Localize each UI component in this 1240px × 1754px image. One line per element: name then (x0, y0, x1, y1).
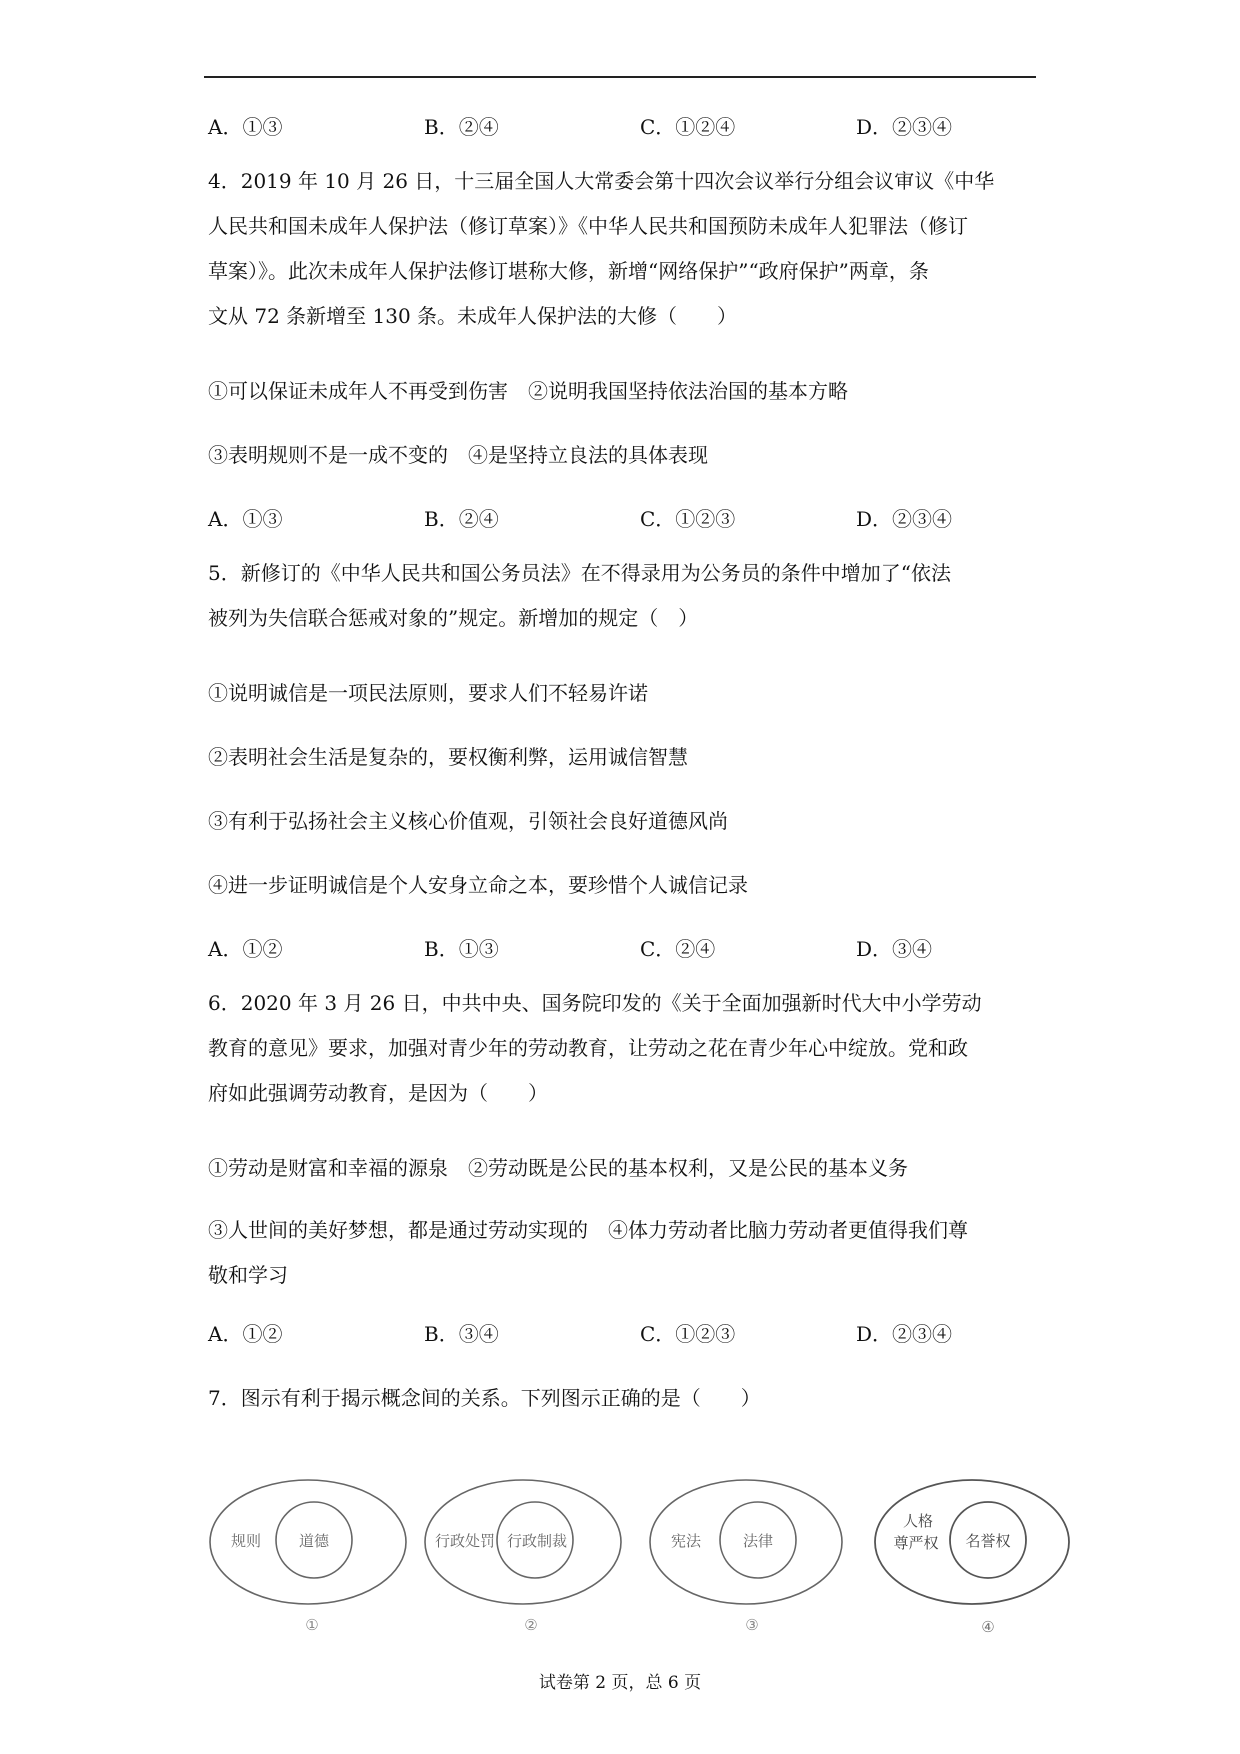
q4-option-c: C．①②③ (640, 507, 736, 531)
q4-stem-line: 4．2019 年 10 月 26 日，十三届全国人大常委会第十四次会议举行分组会议审议《中华 (208, 169, 995, 193)
q4-stem-line: 人民共和国未成年人保护法（修订草案）》《中华人民共和国预防未成年人犯罪法（修订 (208, 214, 968, 238)
q5-statement: ③有利于弘扬社会主义核心价值观，引领社会良好道德风尚 (208, 809, 728, 833)
exam-content (208, 95, 1038, 1430)
diagram-1-inner-label: 道德 (298, 1532, 330, 1550)
q5-statement: ④进一步证明诚信是个人安身立命之本，要珍惜个人诚信记录 (208, 873, 748, 897)
q6-statement-line: 敬和学习 (208, 1263, 288, 1287)
diagram-1 (208, 1478, 413, 1643)
q5-option-d: D．③④ (856, 937, 933, 961)
diagram-3-outer-label: 宪法 (670, 1532, 702, 1550)
q7-diagrams (208, 1478, 1088, 1643)
diagram-2-inner-label: 行政制裁 (506, 1532, 568, 1550)
q4-stem-line: 文从 72 条新增至 130 条。未成年人保护法的大修（ ） (208, 304, 738, 328)
q6-statement-line: ③人世间的美好梦想，都是通过劳动实现的 ④体力劳动者比脑力劳动者更值得我们尊 (208, 1218, 968, 1242)
q4-option-a: A．①③ (208, 507, 283, 531)
question-6 (208, 981, 1038, 1366)
q4-statement: ①可以保证未成年人不再受到伤害 ②说明我国坚持依法治国的基本方略 (208, 379, 848, 403)
q4-option-d: D．②③④ (856, 507, 953, 531)
q4-statement: ③表明规则不是一成不变的 ④是坚持立良法的具体表现 (208, 443, 708, 467)
q5-option-a: A．①② (208, 937, 283, 961)
diagram-3-number: ③ (745, 1616, 759, 1634)
q5-options (208, 917, 1038, 981)
q5-stem-line: 5．新修订的《中华人民共和国公务员法》在不得录用为公务员的条件中增加了“依法 (208, 561, 951, 585)
q6-option-d: D．②③④ (856, 1322, 953, 1346)
q6-option-b: B．③④ (424, 1322, 499, 1346)
diagram-3 (648, 1478, 853, 1643)
q5-option-c: C．②④ (640, 937, 716, 961)
header-rule (204, 76, 1036, 78)
diagram-4 (870, 1478, 1075, 1643)
diagram-2 (423, 1478, 628, 1643)
q6-option-c: C．①②③ (640, 1322, 736, 1346)
diagram-3-inner-label: 法律 (742, 1532, 774, 1550)
q6-stem-line: 6．2020 年 3 月 26 日，中共中央、国务院印发的《关于全面加强新时代大中小学劳动 (208, 991, 982, 1015)
q6-stem-line: 府如此强调劳动教育，是因为（ ） (208, 1081, 548, 1105)
q3-options (208, 95, 1038, 159)
q3-option-d: D．②③④ (856, 115, 953, 139)
q4-options (208, 487, 1038, 551)
page-footer: 试卷第 2 页，总 6 页 (538, 1673, 702, 1693)
question-5 (208, 551, 1038, 981)
q5-statement: ②表明社会生活是复杂的，要权衡利弊，运用诚信智慧 (208, 745, 688, 769)
q3-option-c: C．①②④ (640, 115, 736, 139)
q6-option-a: A．①② (208, 1322, 283, 1346)
diagram-4-number: ④ (981, 1618, 995, 1636)
diagram-2-outer-label: 行政处罚 (434, 1532, 496, 1550)
q7-stem: 7．图示有利于揭示概念间的关系。下列图示正确的是（ ） (208, 1386, 761, 1410)
question-4 (208, 159, 1038, 551)
q6-options (208, 1302, 1038, 1366)
diagram-1-number: ① (305, 1616, 319, 1634)
q6-statement: ①劳动是财富和幸福的源泉 ②劳动既是公民的基本权利，又是公民的基本义务 (208, 1156, 908, 1180)
diagram-1-outer-label: 规则 (230, 1532, 262, 1550)
diagram-4-inner-label: 名誉权 (965, 1532, 1011, 1550)
q5-statement: ①说明诚信是一项民法原则，要求人们不轻易许诺 (208, 681, 648, 705)
q5-stem-line: 被列为失信联合惩戒对象的”规定。新增加的规定（ ） (208, 606, 699, 630)
q3-option-a: A．①③ (208, 115, 283, 139)
q6-stem-line: 教育的意见》要求，加强对青少年的劳动教育，让劳动之花在青少年心中绽放。党和政 (208, 1036, 968, 1060)
q4-stem-line: 草案）》。此次未成年人保护法修订堪称大修，新增“网络保护”“政府保护”两章，条 (208, 259, 929, 283)
diagram-2-number: ② (524, 1616, 538, 1634)
q5-option-b: B．①③ (424, 937, 499, 961)
q3-option-b: B．②④ (424, 115, 499, 139)
diagram-4-outer-label-line2: 尊严权 (893, 1534, 939, 1552)
diagram-4-outer-label-line1: 人格 (902, 1512, 934, 1530)
q4-option-b: B．②④ (424, 507, 499, 531)
